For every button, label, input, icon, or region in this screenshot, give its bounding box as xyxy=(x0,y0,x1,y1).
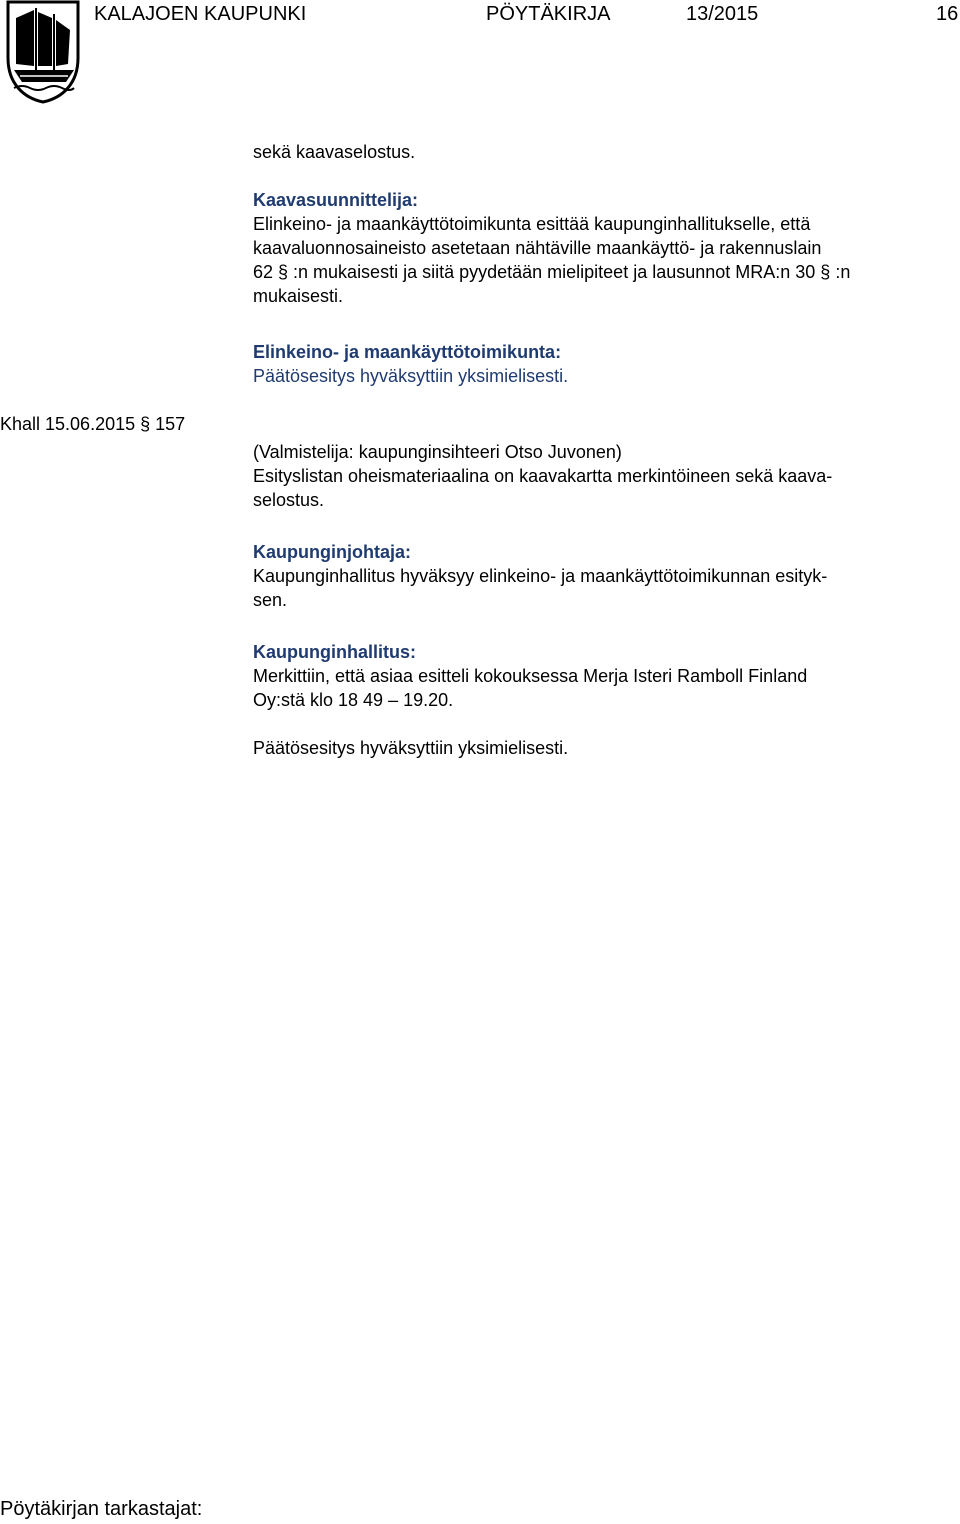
attachment-line: selostus. xyxy=(253,490,325,510)
planner-line: Elinkeino- ja maankäyttötoimikunta esittää kaupunginhallitukselle, että xyxy=(253,214,811,234)
committee-heading: Elinkeino- ja maankäyttötoimikunta: xyxy=(253,342,562,362)
header-document-type: PÖYTÄKIRJA xyxy=(486,3,611,25)
footer-reviewers-label: Pöytäkirjan tarkastajat: xyxy=(0,1498,203,1520)
planner-line: kaavaluonnosaineisto asetetaan nähtäville maankäyttö- ja rakennuslain xyxy=(253,238,822,258)
planner-heading: Kaavasuunnittelija: xyxy=(253,190,419,210)
board-decision: Päätösesitys hyväksyttiin yksimielisesti. xyxy=(253,738,569,758)
mayor-heading: Kaupunginjohtaja: xyxy=(253,542,411,562)
mayor-proposal-line: Kaupunginhallitus hyväksyy elinkeino- ja maankäyttötoimikunnan esityk- xyxy=(253,566,828,586)
section-reference: Khall 15.06.2015 § 157 xyxy=(0,414,186,434)
coat-of-arms-logo xyxy=(4,0,82,104)
planner-line: 62 § :n mukaisesti ja siitä pyydetään mielipiteet ja lausunnot MRA:n 30 § :n xyxy=(253,262,851,282)
board-heading: Kaupunginhallitus: xyxy=(253,642,416,662)
planner-line: mukaisesti. xyxy=(253,286,344,306)
continuation-text: sekä kaavaselostus. xyxy=(253,142,416,162)
mayor-proposal-line: sen. xyxy=(253,590,288,610)
header-document-number: 13/2015 xyxy=(686,3,759,25)
board-note-line: Oy:stä klo 18 49 – 19.20. xyxy=(253,690,454,710)
board-note-line: Merkittiin, että asiaa esitteli kokouksessa Merja Isteri Ramboll Finland xyxy=(253,666,808,686)
preparer-line: (Valmistelija: kaupunginsihteeri Otso Juvonen) xyxy=(253,442,622,462)
header-page-number: 16 xyxy=(936,3,959,25)
header-organization: KALAJOEN KAUPUNKI xyxy=(94,3,307,25)
committee-decision: Päätösesitys hyväksyttiin yksimielisesti. xyxy=(253,366,569,386)
attachment-line: Esityslistan oheismateriaalina on kaavakartta merkintöineen sekä kaava- xyxy=(253,466,833,486)
